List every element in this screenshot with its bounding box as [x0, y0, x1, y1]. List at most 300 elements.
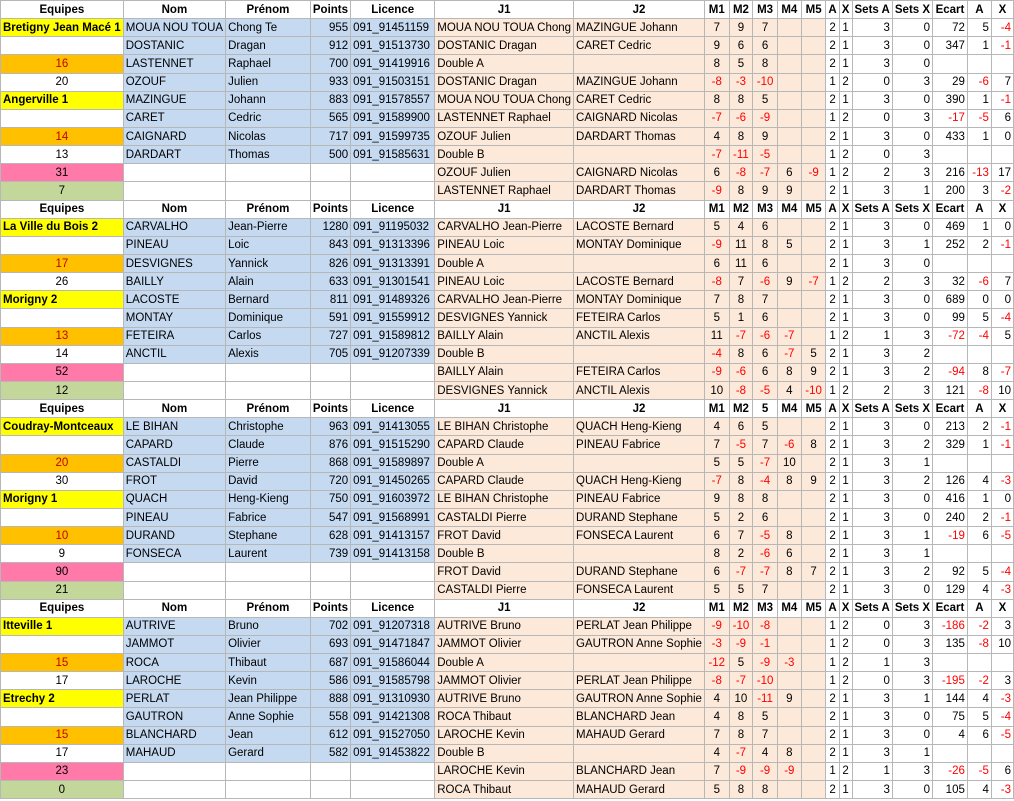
set-score-cell[interactable]: 6 [704, 164, 729, 182]
header-cell[interactable]: Sets A [852, 200, 892, 218]
j1-cell[interactable]: OZOUF Julien [435, 164, 574, 182]
rank-x-cell[interactable]: -5 [991, 726, 1013, 744]
ecart-cell[interactable] [933, 654, 968, 672]
set-score-cell[interactable]: -6 [777, 436, 801, 454]
a-cell[interactable]: 2 [826, 309, 839, 327]
licence-cell[interactable]: 091_91513730 [351, 37, 435, 55]
j2-cell[interactable]: MONTAY Dominique [574, 291, 705, 309]
ecart-cell[interactable]: 99 [933, 309, 968, 327]
set-score-cell[interactable] [777, 309, 801, 327]
set-score-cell[interactable]: 8 [729, 472, 753, 490]
set-score-cell[interactable]: 5 [729, 55, 753, 73]
j2-cell[interactable]: FONSECA Laurent [574, 581, 705, 599]
prenom-cell[interactable]: Jean [226, 726, 311, 744]
set-score-cell[interactable]: 8 [777, 472, 801, 490]
rank-x-cell[interactable] [991, 55, 1013, 73]
rank-a-cell[interactable]: -5 [967, 762, 991, 780]
nom-cell[interactable]: MOUA NOU TOUA [123, 19, 225, 37]
sets-x-cell[interactable]: 3 [892, 273, 932, 291]
sets-a-cell[interactable]: 2 [852, 381, 892, 399]
licence-cell[interactable]: 091_91313391 [351, 254, 435, 272]
sets-x-cell[interactable]: 0 [892, 726, 932, 744]
points-cell[interactable]: 739 [310, 545, 350, 563]
licence-cell[interactable]: 091_91603972 [351, 490, 435, 508]
sets-x-cell[interactable]: 0 [892, 218, 932, 236]
set-score-cell[interactable] [801, 726, 826, 744]
team-cell[interactable] [1, 309, 124, 327]
nom-cell[interactable]: MAZINGUE [123, 91, 225, 109]
a-cell[interactable]: 1 [826, 73, 839, 91]
set-score-cell[interactable] [801, 581, 826, 599]
prenom-cell[interactable]: Heng-Kieng [226, 490, 311, 508]
j1-cell[interactable]: BAILLY Alain [435, 363, 574, 381]
header-cell[interactable]: Nom [123, 200, 225, 218]
team-cell[interactable]: Angerville 1 [1, 91, 124, 109]
x-cell[interactable]: 1 [839, 37, 852, 55]
header-cell[interactable]: Licence [351, 1, 435, 19]
j1-cell[interactable]: AUTRIVE Bruno [435, 617, 574, 635]
rank-x-cell[interactable]: 7 [991, 73, 1013, 91]
nom-cell[interactable]: DESVIGNES [123, 254, 225, 272]
team-cell[interactable]: Morigny 1 [1, 490, 124, 508]
a-cell[interactable]: 1 [826, 146, 839, 164]
header-cell[interactable]: Sets A [852, 1, 892, 19]
header-cell[interactable]: Prénom [226, 200, 311, 218]
x-cell[interactable]: 1 [839, 726, 852, 744]
set-score-cell[interactable]: 8 [753, 490, 778, 508]
sets-x-cell[interactable]: 3 [892, 654, 932, 672]
j2-cell[interactable]: CARET Cedric [574, 91, 705, 109]
set-score-cell[interactable]: 6 [753, 345, 778, 363]
j1-cell[interactable]: LAROCHE Kevin [435, 726, 574, 744]
header-cell[interactable]: X [991, 599, 1013, 617]
j1-cell[interactable]: MOUA NOU TOUA Chong [435, 19, 574, 37]
set-score-cell[interactable]: 5 [729, 581, 753, 599]
a-cell[interactable]: 2 [826, 436, 839, 454]
prenom-cell[interactable]: Thibaut [226, 654, 311, 672]
set-score-cell[interactable]: 5 [801, 345, 826, 363]
set-score-cell[interactable]: 4 [753, 744, 778, 762]
ecart-cell[interactable]: 240 [933, 508, 968, 526]
rank-a-cell[interactable]: -8 [967, 635, 991, 653]
header-cell[interactable]: A [826, 1, 839, 19]
header-cell[interactable]: Ecart [933, 200, 968, 218]
set-score-cell[interactable]: 4 [704, 708, 729, 726]
prenom-cell[interactable]: Yannick [226, 254, 311, 272]
licence-cell[interactable] [351, 363, 435, 381]
nom-cell[interactable] [123, 563, 225, 581]
licence-cell[interactable]: 091_91419916 [351, 55, 435, 73]
team-cell[interactable]: La Ville du Bois 2 [1, 218, 124, 236]
points-cell[interactable]: 1280 [310, 218, 350, 236]
set-score-cell[interactable]: 7 [704, 726, 729, 744]
points-cell[interactable]: 717 [310, 127, 350, 145]
ecart-cell[interactable]: 433 [933, 127, 968, 145]
header-cell[interactable]: M1 [704, 599, 729, 617]
nom-cell[interactable]: DARDART [123, 146, 225, 164]
team-cell[interactable]: 13 [1, 327, 124, 345]
set-score-cell[interactable]: 5 [704, 781, 729, 799]
header-cell[interactable]: Sets A [852, 400, 892, 418]
x-cell[interactable]: 2 [839, 635, 852, 653]
set-score-cell[interactable]: -9 [704, 363, 729, 381]
team-cell[interactable]: 21 [1, 581, 124, 599]
rank-x-cell[interactable]: -3 [991, 472, 1013, 490]
rank-a-cell[interactable]: 4 [967, 781, 991, 799]
j2-cell[interactable] [574, 454, 705, 472]
set-score-cell[interactable] [777, 581, 801, 599]
j1-cell[interactable]: OZOUF Julien [435, 127, 574, 145]
header-cell[interactable]: Equipes [1, 200, 124, 218]
rank-a-cell[interactable]: -6 [967, 273, 991, 291]
rank-x-cell[interactable]: 6 [991, 109, 1013, 127]
sets-x-cell[interactable]: 2 [892, 436, 932, 454]
header-cell[interactable]: M2 [729, 1, 753, 19]
set-score-cell[interactable] [777, 73, 801, 91]
licence-cell[interactable]: 091_91453822 [351, 744, 435, 762]
team-cell[interactable]: 90 [1, 563, 124, 581]
sets-x-cell[interactable]: 0 [892, 19, 932, 37]
set-score-cell[interactable]: -5 [753, 527, 778, 545]
prenom-cell[interactable]: Thomas [226, 146, 311, 164]
rank-x-cell[interactable]: -2 [991, 182, 1013, 200]
j2-cell[interactable]: QUACH Heng-Kieng [574, 472, 705, 490]
header-cell[interactable]: A [967, 400, 991, 418]
set-score-cell[interactable] [777, 708, 801, 726]
sets-a-cell[interactable]: 3 [852, 708, 892, 726]
header-cell[interactable]: Points [310, 200, 350, 218]
rank-a-cell[interactable]: 2 [967, 418, 991, 436]
team-cell[interactable] [1, 635, 124, 653]
set-score-cell[interactable]: -7 [704, 146, 729, 164]
sets-x-cell[interactable]: 3 [892, 617, 932, 635]
licence-cell[interactable]: 091_91207318 [351, 617, 435, 635]
sets-a-cell[interactable]: 1 [852, 327, 892, 345]
set-score-cell[interactable]: -7 [753, 164, 778, 182]
set-score-cell[interactable]: 11 [729, 236, 753, 254]
sets-x-cell[interactable]: 0 [892, 418, 932, 436]
j1-cell[interactable]: CASTALDI Pierre [435, 508, 574, 526]
rank-x-cell[interactable]: 6 [991, 762, 1013, 780]
set-score-cell[interactable]: -6 [753, 273, 778, 291]
team-cell[interactable]: 31 [1, 164, 124, 182]
header-cell[interactable]: Sets X [892, 200, 932, 218]
sets-x-cell[interactable]: 0 [892, 37, 932, 55]
nom-cell[interactable]: LAROCHE [123, 672, 225, 690]
sets-a-cell[interactable]: 3 [852, 291, 892, 309]
j1-cell[interactable]: Double A [435, 654, 574, 672]
points-cell[interactable] [310, 182, 350, 200]
header-cell[interactable]: A [967, 200, 991, 218]
set-score-cell[interactable] [801, 527, 826, 545]
j2-cell[interactable]: DURAND Stephane [574, 563, 705, 581]
set-score-cell[interactable]: -8 [704, 73, 729, 91]
team-cell[interactable]: 20 [1, 73, 124, 91]
licence-cell[interactable]: 091_91195032 [351, 218, 435, 236]
set-score-cell[interactable] [777, 55, 801, 73]
j2-cell[interactable]: LACOSTE Bernard [574, 273, 705, 291]
sets-a-cell[interactable]: 3 [852, 527, 892, 545]
sets-a-cell[interactable]: 3 [852, 345, 892, 363]
a-cell[interactable]: 2 [826, 508, 839, 526]
points-cell[interactable]: 700 [310, 55, 350, 73]
licence-cell[interactable]: 091_91503151 [351, 73, 435, 91]
header-cell[interactable]: Prénom [226, 1, 311, 19]
rank-a-cell[interactable]: 4 [967, 581, 991, 599]
sets-x-cell[interactable]: 3 [892, 327, 932, 345]
prenom-cell[interactable]: Gerard [226, 744, 311, 762]
x-cell[interactable]: 1 [839, 690, 852, 708]
j2-cell[interactable]: PERLAT Jean Philippe [574, 617, 705, 635]
points-cell[interactable]: 720 [310, 472, 350, 490]
prenom-cell[interactable]: Alain [226, 273, 311, 291]
j1-cell[interactable]: LASTENNET Raphael [435, 182, 574, 200]
sets-x-cell[interactable]: 0 [892, 708, 932, 726]
ecart-cell[interactable]: -195 [933, 672, 968, 690]
licence-cell[interactable]: 091_91313396 [351, 236, 435, 254]
sets-x-cell[interactable]: 2 [892, 345, 932, 363]
a-cell[interactable]: 2 [826, 472, 839, 490]
set-score-cell[interactable]: -4 [704, 345, 729, 363]
set-score-cell[interactable]: -7 [777, 327, 801, 345]
points-cell[interactable]: 912 [310, 37, 350, 55]
licence-cell[interactable] [351, 781, 435, 799]
nom-cell[interactable]: LACOSTE [123, 291, 225, 309]
set-score-cell[interactable]: -9 [704, 236, 729, 254]
points-cell[interactable]: 687 [310, 654, 350, 672]
rank-x-cell[interactable]: 0 [991, 490, 1013, 508]
set-score-cell[interactable]: 8 [801, 436, 826, 454]
set-score-cell[interactable]: 5 [729, 454, 753, 472]
team-cell[interactable]: 17 [1, 744, 124, 762]
nom-cell[interactable]: CASTALDI [123, 454, 225, 472]
set-score-cell[interactable]: 9 [753, 127, 778, 145]
sets-a-cell[interactable]: 3 [852, 436, 892, 454]
nom-cell[interactable]: LASTENNET [123, 55, 225, 73]
set-score-cell[interactable]: 8 [777, 563, 801, 581]
team-cell[interactable]: Coudray-Montceaux [1, 418, 124, 436]
sets-a-cell[interactable]: 2 [852, 164, 892, 182]
header-cell[interactable]: 5 [753, 400, 778, 418]
set-score-cell[interactable]: 5 [753, 91, 778, 109]
points-cell[interactable]: 727 [310, 327, 350, 345]
x-cell[interactable]: 1 [839, 236, 852, 254]
set-score-cell[interactable]: 11 [704, 327, 729, 345]
prenom-cell[interactable] [226, 762, 311, 780]
nom-cell[interactable]: ANCTIL [123, 345, 225, 363]
sets-x-cell[interactable]: 0 [892, 490, 932, 508]
a-cell[interactable]: 2 [826, 254, 839, 272]
licence-cell[interactable]: 091_91489326 [351, 291, 435, 309]
licence-cell[interactable]: 091_91413158 [351, 545, 435, 563]
j2-cell[interactable]: CAIGNARD Nicolas [574, 164, 705, 182]
sets-x-cell[interactable]: 1 [892, 744, 932, 762]
sets-x-cell[interactable]: 3 [892, 73, 932, 91]
sets-a-cell[interactable]: 3 [852, 744, 892, 762]
header-cell[interactable]: M4 [777, 1, 801, 19]
set-score-cell[interactable]: 2 [729, 508, 753, 526]
set-score-cell[interactable] [801, 690, 826, 708]
prenom-cell[interactable]: Dominique [226, 309, 311, 327]
rank-a-cell[interactable]: -5 [967, 109, 991, 127]
rank-a-cell[interactable] [967, 654, 991, 672]
points-cell[interactable]: 565 [310, 109, 350, 127]
set-score-cell[interactable] [801, 672, 826, 690]
sets-a-cell[interactable]: 3 [852, 218, 892, 236]
nom-cell[interactable] [123, 164, 225, 182]
set-score-cell[interactable]: 8 [729, 127, 753, 145]
ecart-cell[interactable]: 29 [933, 73, 968, 91]
rank-x-cell[interactable]: -5 [991, 527, 1013, 545]
points-cell[interactable] [310, 762, 350, 780]
ecart-cell[interactable]: 121 [933, 381, 968, 399]
a-cell[interactable]: 2 [826, 418, 839, 436]
set-score-cell[interactable]: 7 [753, 291, 778, 309]
rank-a-cell[interactable] [967, 545, 991, 563]
sets-x-cell[interactable]: 1 [892, 236, 932, 254]
team-cell[interactable]: 16 [1, 55, 124, 73]
j2-cell[interactable]: DARDART Thomas [574, 127, 705, 145]
rank-x-cell[interactable]: -4 [991, 708, 1013, 726]
nom-cell[interactable]: CAIGNARD [123, 127, 225, 145]
prenom-cell[interactable]: Julien [226, 73, 311, 91]
j2-cell[interactable]: DARDART Thomas [574, 182, 705, 200]
sets-a-cell[interactable]: 2 [852, 273, 892, 291]
set-score-cell[interactable] [801, 19, 826, 37]
set-score-cell[interactable] [801, 490, 826, 508]
ecart-cell[interactable]: 32 [933, 273, 968, 291]
header-cell[interactable]: M4 [777, 400, 801, 418]
set-score-cell[interactable] [801, 545, 826, 563]
licence-cell[interactable]: 091_91207339 [351, 345, 435, 363]
ecart-cell[interactable]: -94 [933, 363, 968, 381]
x-cell[interactable]: 1 [839, 254, 852, 272]
points-cell[interactable]: 811 [310, 291, 350, 309]
header-cell[interactable]: Ecart [933, 1, 968, 19]
rank-a-cell[interactable]: 1 [967, 436, 991, 454]
set-score-cell[interactable]: 8 [753, 55, 778, 73]
x-cell[interactable]: 1 [839, 708, 852, 726]
a-cell[interactable]: 2 [826, 37, 839, 55]
set-score-cell[interactable]: 8 [704, 55, 729, 73]
set-score-cell[interactable]: 6 [729, 37, 753, 55]
j1-cell[interactable]: CAPARD Claude [435, 472, 574, 490]
set-score-cell[interactable]: 4 [777, 381, 801, 399]
j1-cell[interactable]: FROT David [435, 563, 574, 581]
set-score-cell[interactable]: 5 [729, 654, 753, 672]
j2-cell[interactable] [574, 744, 705, 762]
ecart-cell[interactable] [933, 345, 968, 363]
header-cell[interactable]: Points [310, 400, 350, 418]
j1-cell[interactable]: ROCA Thibaut [435, 708, 574, 726]
rank-a-cell[interactable]: -13 [967, 164, 991, 182]
sets-x-cell[interactable]: 0 [892, 254, 932, 272]
j1-cell[interactable]: DESVIGNES Yannick [435, 381, 574, 399]
j1-cell[interactable]: Double B [435, 345, 574, 363]
ecart-cell[interactable]: 135 [933, 635, 968, 653]
prenom-cell[interactable]: Jean Philippe [226, 690, 311, 708]
a-cell[interactable]: 2 [826, 490, 839, 508]
header-cell[interactable]: Licence [351, 200, 435, 218]
set-score-cell[interactable]: -8 [704, 273, 729, 291]
rank-x-cell[interactable]: 10 [991, 635, 1013, 653]
set-score-cell[interactable]: -7 [704, 109, 729, 127]
j2-cell[interactable]: BLANCHARD Jean [574, 708, 705, 726]
ecart-cell[interactable]: 105 [933, 781, 968, 799]
sets-x-cell[interactable]: 0 [892, 91, 932, 109]
set-score-cell[interactable]: 9 [704, 37, 729, 55]
x-cell[interactable]: 2 [839, 164, 852, 182]
set-score-cell[interactable] [801, 146, 826, 164]
j1-cell[interactable]: DESVIGNES Yannick [435, 309, 574, 327]
rank-a-cell[interactable]: 1 [967, 127, 991, 145]
set-score-cell[interactable]: -9 [753, 762, 778, 780]
set-score-cell[interactable]: -12 [704, 654, 729, 672]
rank-a-cell[interactable] [967, 454, 991, 472]
header-cell[interactable]: X [991, 200, 1013, 218]
j2-cell[interactable] [574, 254, 705, 272]
nom-cell[interactable] [123, 363, 225, 381]
rank-x-cell[interactable]: 0 [991, 218, 1013, 236]
j1-cell[interactable]: Double B [435, 744, 574, 762]
x-cell[interactable]: 1 [839, 218, 852, 236]
sets-x-cell[interactable]: 3 [892, 762, 932, 780]
j2-cell[interactable] [574, 345, 705, 363]
header-cell[interactable]: Sets X [892, 1, 932, 19]
set-score-cell[interactable]: -8 [753, 617, 778, 635]
set-score-cell[interactable]: 7 [753, 436, 778, 454]
set-score-cell[interactable]: 4 [729, 218, 753, 236]
team-cell[interactable]: 52 [1, 363, 124, 381]
set-score-cell[interactable]: 5 [704, 218, 729, 236]
x-cell[interactable]: 2 [839, 146, 852, 164]
licence-cell[interactable] [351, 182, 435, 200]
team-cell[interactable]: 17 [1, 672, 124, 690]
set-score-cell[interactable]: 6 [753, 363, 778, 381]
sets-a-cell[interactable]: 3 [852, 309, 892, 327]
header-cell[interactable]: X [839, 1, 852, 19]
set-score-cell[interactable] [801, 781, 826, 799]
header-cell[interactable]: M1 [704, 1, 729, 19]
set-score-cell[interactable] [777, 127, 801, 145]
set-score-cell[interactable]: -7 [801, 273, 826, 291]
prenom-cell[interactable] [226, 581, 311, 599]
licence-cell[interactable]: 091_91527050 [351, 726, 435, 744]
a-cell[interactable]: 1 [826, 109, 839, 127]
nom-cell[interactable]: ROCA [123, 654, 225, 672]
nom-cell[interactable]: MONTAY [123, 309, 225, 327]
set-score-cell[interactable]: -10 [801, 381, 826, 399]
rank-a-cell[interactable]: 8 [967, 363, 991, 381]
set-score-cell[interactable] [801, 254, 826, 272]
sets-x-cell[interactable]: 1 [892, 690, 932, 708]
set-score-cell[interactable]: 6 [753, 218, 778, 236]
set-score-cell[interactable]: -4 [753, 472, 778, 490]
rank-a-cell[interactable]: -4 [967, 327, 991, 345]
j1-cell[interactable]: Double B [435, 146, 574, 164]
header-cell[interactable]: M1 [704, 200, 729, 218]
header-cell[interactable]: A [826, 200, 839, 218]
rank-x-cell[interactable] [991, 146, 1013, 164]
header-cell[interactable]: M5 [801, 400, 826, 418]
prenom-cell[interactable]: Pierre [226, 454, 311, 472]
nom-cell[interactable]: PERLAT [123, 690, 225, 708]
x-cell[interactable]: 2 [839, 109, 852, 127]
ecart-cell[interactable]: 144 [933, 690, 968, 708]
nom-cell[interactable]: JAMMOT [123, 635, 225, 653]
set-score-cell[interactable]: -9 [801, 164, 826, 182]
set-score-cell[interactable]: 9 [801, 472, 826, 490]
